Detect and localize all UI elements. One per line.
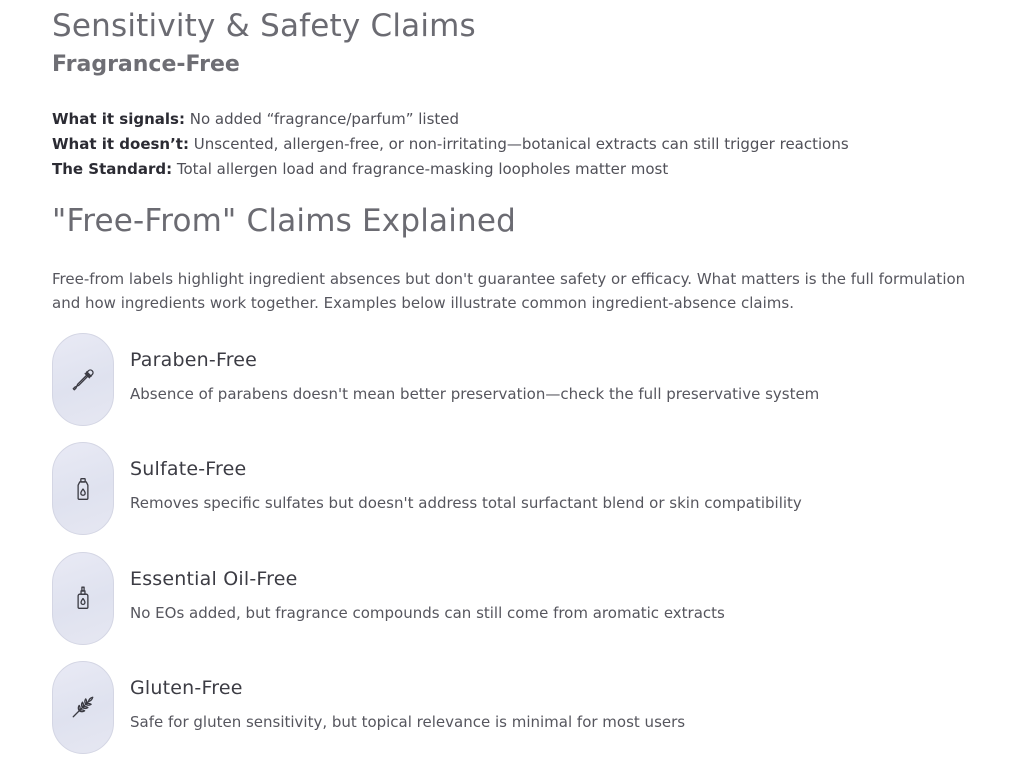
claim-description: Absence of parabens doesn't mean better preservation—check the full preservative system <box>130 385 820 403</box>
claim-badge <box>52 552 114 645</box>
fragrance-definitions <box>52 107 849 182</box>
claim-title: Gluten-Free <box>130 676 243 699</box>
definition-text: Unscented, allergen-free, or non-irritating—botanical extracts can still trigger reactions <box>188 135 849 153</box>
definition-row-doesnt <box>52 132 849 157</box>
definition-label: What it doesn’t: <box>52 135 189 153</box>
claim-title: Paraben-Free <box>130 349 258 371</box>
claim-description: No EOs added, but fragrance compounds can still come from aromatic extracts <box>130 603 725 622</box>
wheat-icon <box>70 694 96 720</box>
free-from-intro: Free-from labels highlight ingredient absences but don't guarantee safety or efficacy. What matters is the full formulation and how ingredients work together. Examples below illustrate common ingredient-absence claims. <box>52 270 966 312</box>
definition-label: What it signals: <box>52 110 185 128</box>
section-title: Sensitivity & Safety Claims <box>52 8 476 44</box>
oil-bottle-icon <box>70 585 96 611</box>
claim-description: Safe for gluten sensitivity, but topical relevance is minimal for most users <box>130 712 686 731</box>
definition-text: No added “fragrance/parfum” listed <box>184 110 460 128</box>
claim-title: Essential Oil-Free <box>130 567 298 590</box>
claim-badge <box>52 661 114 754</box>
claims-list <box>52 333 982 769</box>
claim-sulfate-free <box>52 442 982 551</box>
claim-essential-oil-free <box>52 552 982 661</box>
free-from-title: "Free-From" Claims Explained <box>52 203 517 239</box>
claim-badge <box>52 333 114 426</box>
definition-text: Total allergen load and fragrance-masking loopholes matter most <box>172 160 669 178</box>
claim-badge <box>52 442 114 535</box>
claim-description: Removes specific sulfates but doesn't address total surfactant blend or skin compatibility <box>130 494 802 513</box>
bottle-icon <box>70 476 96 502</box>
definition-row-standard <box>52 157 849 182</box>
fragrance-free-title: Fragrance-Free <box>52 52 240 77</box>
claim-paraben-free <box>52 333 982 442</box>
definition-row-signals <box>52 107 849 132</box>
definition-label: The Standard: <box>52 160 173 178</box>
claim-title: Sulfate-Free <box>130 458 247 481</box>
claim-gluten-free <box>52 661 982 769</box>
dropper-icon <box>70 367 96 393</box>
